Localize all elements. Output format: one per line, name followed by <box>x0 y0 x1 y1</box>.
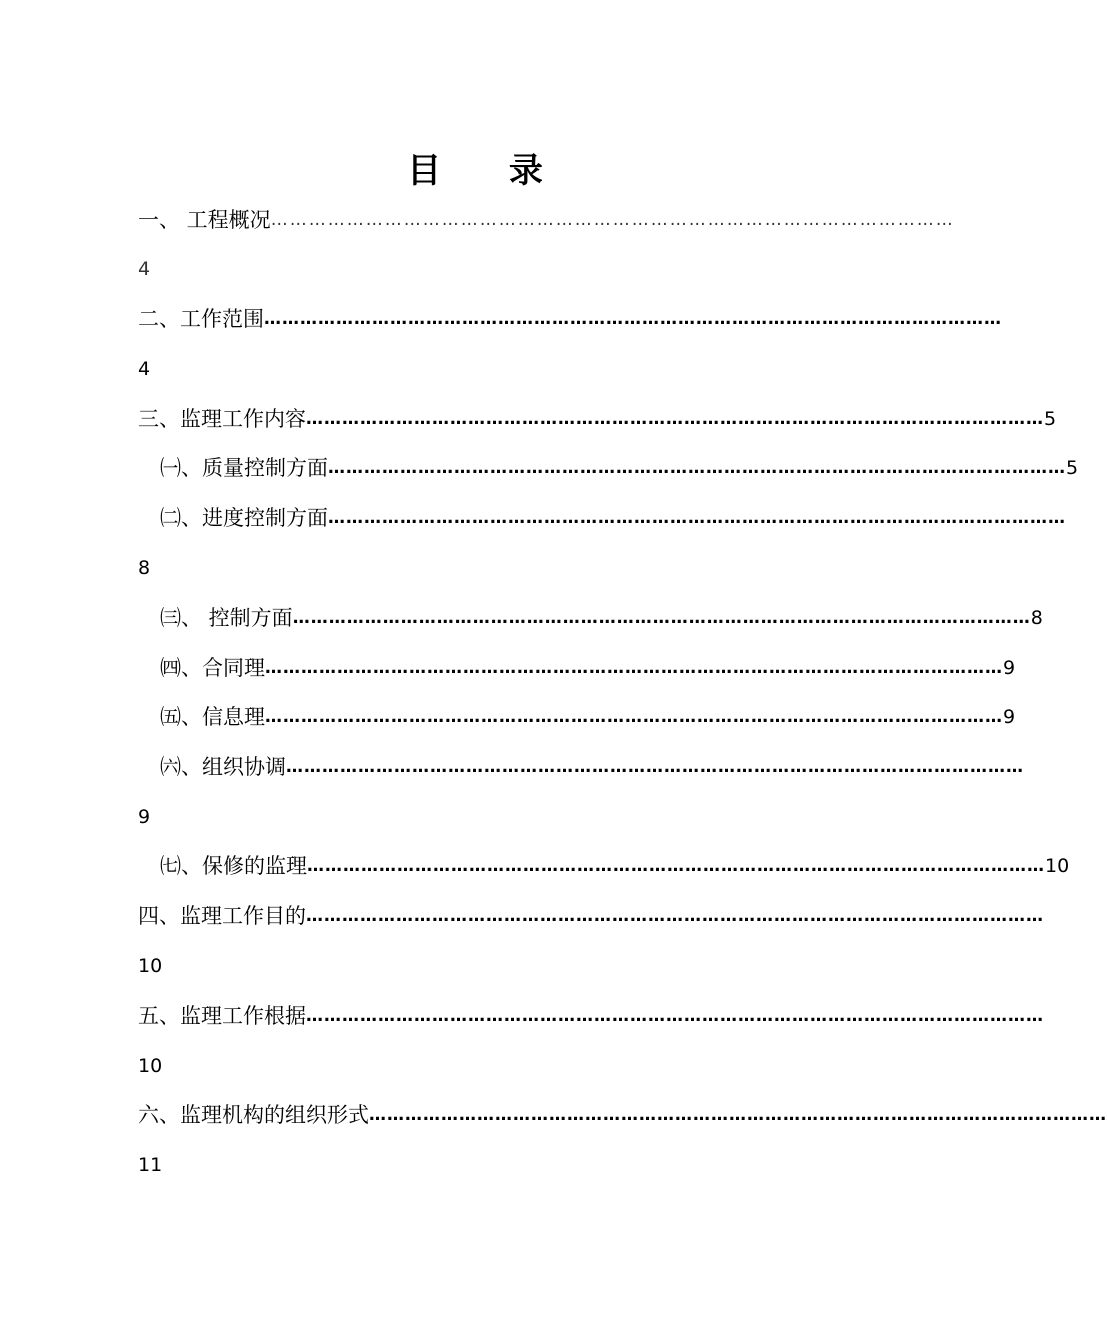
toc-entry-page: 5 <box>1044 408 1057 430</box>
toc-entry-label: ㈡、进度控制方面 <box>160 506 328 530</box>
toc-entry-6[interactable] <box>138 1095 1107 1135</box>
toc-entry-3-3[interactable] <box>160 598 1043 638</box>
toc-leader: …………………………………………………………………………………………………………… <box>306 409 1044 429</box>
toc-entry-page: 9 <box>1003 706 1016 728</box>
toc-leader: …………………………………………………………………………………………………………… <box>307 856 1045 876</box>
toc-entry-label: ㈢、 控制方面 <box>160 606 293 630</box>
toc-entry-1[interactable] <box>138 200 955 240</box>
toc-leader: ……………………………………………………………………………………………… <box>270 210 955 230</box>
toc-entry-5[interactable] <box>138 996 1044 1036</box>
toc-leader: …………………………………………………………………………………………………………… <box>265 707 1003 727</box>
toc-entry-3[interactable] <box>138 399 1057 439</box>
toc-leader: …………………………………………………………………………………………………………… <box>292 608 1031 628</box>
toc-entry-5-page: 10 <box>138 1055 163 1077</box>
toc-entry-label: ㈦、保修的监理 <box>160 854 307 878</box>
toc-entry-3-4[interactable] <box>160 648 1016 688</box>
toc-entry-4-page: 10 <box>138 955 163 977</box>
toc-entry-4[interactable] <box>138 896 1044 936</box>
toc-entry-3-1[interactable] <box>160 448 1079 488</box>
toc-entry-3-6[interactable] <box>160 747 1024 787</box>
toc-entry-page: 5 <box>1066 457 1079 479</box>
toc-entry-page: 8 <box>1030 607 1043 629</box>
toc-entry-3-2-page: 8 <box>138 557 151 579</box>
toc-entry-3-6-page: 9 <box>138 806 151 828</box>
toc-entry-label: 一、 工程概况 <box>138 208 271 232</box>
toc-entry-label: ㈣、合同理 <box>160 656 265 680</box>
toc-entry-label: 六、监理机构的组织形式 <box>138 1103 369 1127</box>
toc-entry-label: ㈠、质量控制方面 <box>160 456 328 480</box>
toc-leader: …………………………………………………………………………………………………………… <box>265 658 1003 678</box>
toc-leader: …………………………………………………………………………………………………………… <box>264 309 1002 329</box>
toc-entry-label: 五、监理工作根据 <box>138 1004 306 1028</box>
toc-entry-page: 9 <box>1003 657 1016 679</box>
toc-entry-label: ㈥、组织协调 <box>160 755 286 779</box>
toc-entry-label: 三、监理工作内容 <box>138 407 306 431</box>
toc-entry-label: ㈤、信息理 <box>160 705 265 729</box>
toc-entry-2[interactable] <box>138 299 1002 339</box>
toc-leader: …………………………………………………………………………………………………………… <box>306 906 1044 926</box>
toc-entry-page: 10 <box>1045 855 1070 877</box>
toc-entry-3-7[interactable] <box>160 846 1070 886</box>
toc-leader: …………………………………………………………………………………………………………… <box>286 757 1024 777</box>
toc-leader: …………………………………………………………………………………………………………… <box>306 1006 1044 1026</box>
toc-leader: …………………………………………………………………………………………………………… <box>328 508 1066 528</box>
toc-entry-6-page: 11 <box>138 1154 163 1176</box>
toc-entry-3-2[interactable] <box>160 498 1066 538</box>
toc-leader: …………………………………………………………………………………………………………… <box>369 1105 1107 1125</box>
toc-entry-2-page: 4 <box>138 358 151 380</box>
toc-entry-label: 二、工作范围 <box>138 307 264 331</box>
toc-title: 目 录 <box>407 151 571 191</box>
toc-entry-3-5[interactable] <box>160 697 1016 737</box>
toc-entry-1-page: 4 <box>138 258 151 280</box>
toc-leader: …………………………………………………………………………………………………………… <box>328 458 1066 478</box>
toc-entry-label: 四、监理工作目的 <box>138 904 306 928</box>
